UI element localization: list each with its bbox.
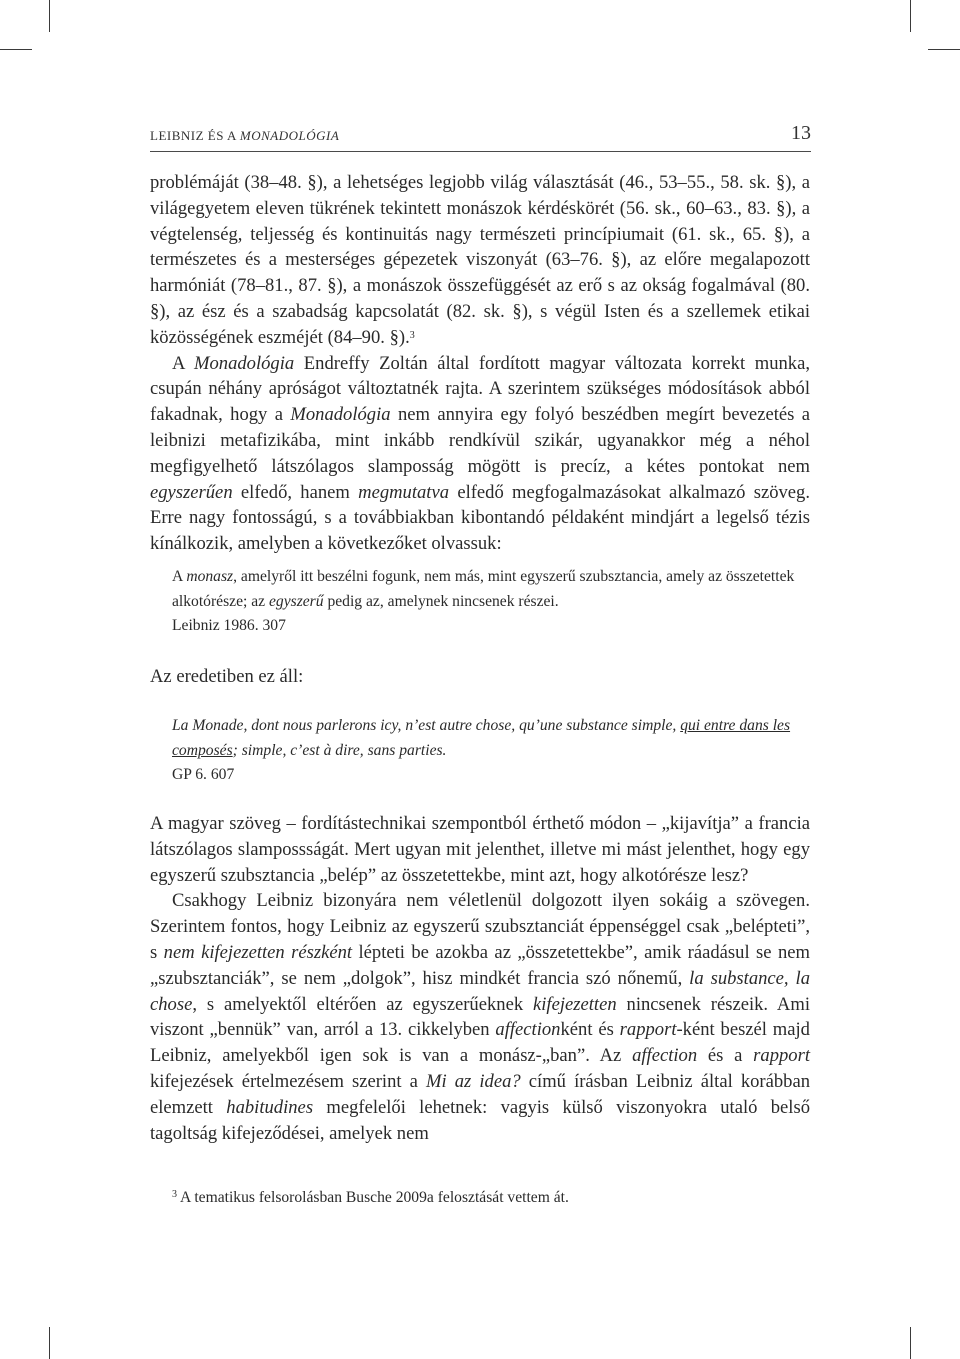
text-run: -ként beszél majd Leibniz, amelyekből igen sok is van a monász-„ban”. Az	[150, 1019, 810, 1067]
crop-mark	[0, 49, 32, 50]
body-text-bottom	[150, 811, 810, 1146]
header-rule	[150, 151, 811, 152]
quote-source: GP 6. 607	[172, 766, 235, 783]
underlined-run: qui entre dans les composés	[172, 717, 791, 759]
text-run: lépteti be azokba az „összetettekbe”, amik ráadásul se nem „szubsztanciák”, se nem „dolgok”, hisz mindkét francia szó nőnemű,	[150, 941, 810, 989]
italic-run: nem kifejezetten részként	[163, 941, 353, 963]
paragraph	[150, 170, 810, 351]
body-text-top	[150, 170, 810, 557]
italic-run: Monadológia	[194, 352, 295, 374]
italic-run: Monadológia	[290, 404, 391, 426]
text-run: Endreffy Zoltán által fordított magyar változata korrekt munka, csupán néhány apróságot változtatnék rajta. A szerintem szükséges módosítások abból fakadnak, hogy a	[150, 352, 810, 426]
running-title-prefix: LEIBNIZ ÉS A	[150, 128, 240, 143]
crop-mark	[49, 1327, 50, 1359]
crop-mark	[910, 0, 911, 32]
text-run: nincsenek részeik. Ami viszont „bennük” van, arról a 13. cikkelyben	[150, 993, 810, 1041]
body-text-short	[150, 664, 810, 690]
text-run: című írásban Leibniz által korábban elemzett	[150, 1070, 811, 1118]
text-run: és a	[697, 1045, 754, 1067]
italic-run: ; simple, c’est à dire, sans parties.	[232, 741, 447, 759]
text-run: elfedő megfogalmazásokat alkalmazó szöveg. Erre nagy fontosságú, s a továbbiakban kibontandó példaként mindjárt a legelső tézis kínálkozik, amelyben a következőket olvassuk:	[150, 481, 810, 555]
text-run: kifejezések értelmezésem szerint a	[150, 1070, 427, 1092]
italic-run: rapport	[619, 1019, 677, 1041]
text-run: megfelelői lehetnek: vagyis külső viszonyokra utaló belső tagoltság kifejeződései, amelyek nem	[150, 1096, 810, 1144]
footnote-text: A tematikus felsorolásban Busche 2009a felosztását vettem át.	[177, 1189, 569, 1206]
italic-run: La Monade, dont nous parlerons icy, n’est autre chose, qu’une substance simple,	[172, 717, 681, 734]
page-number: 13	[791, 122, 811, 144]
italic-run: kifejezetten	[533, 993, 617, 1015]
italic-run: egyszerű	[268, 592, 324, 610]
quote-text	[172, 565, 812, 614]
italic-run: Mi az idea?	[426, 1070, 521, 1092]
paragraph	[150, 888, 810, 1146]
paragraph: Az eredetiben ez áll:	[150, 666, 304, 687]
text-run: , amelyről itt beszélni fogunk, nem más, mint egyszerű szubsztancia, amely az összetettek alkotórésze; az	[172, 568, 795, 610]
italic-run: egyszerűen	[150, 481, 233, 503]
italic-run: affection	[495, 1019, 561, 1041]
text-run: nem annyira egy folyó beszédben megírt bevezetés a leibnizi metafizikába, mint inkább rendkívül szikár, ugyanakkor még a néhol megfigyelhető látszólagos slamposság mögött is precíz, a kétes pontokat nem	[150, 404, 810, 477]
paragraph	[150, 351, 810, 557]
block-quote	[172, 565, 812, 639]
crop-mark	[928, 49, 960, 50]
running-title	[150, 128, 339, 144]
text-run: Csakhogy Leibniz bizonyára nem véletlenül dolgozott ilyen sokáig a szövegen. Szerintem fontos, hogy Leibniz az egyszerű szubsztanciát éppenséggel csak „belépteti”, s	[150, 890, 810, 963]
italic-run: monasz	[186, 568, 234, 585]
running-header	[150, 122, 811, 152]
quote-text	[172, 714, 812, 763]
crop-mark	[910, 1327, 911, 1359]
italic-run: affection	[632, 1045, 698, 1067]
italic-run: habitudines	[226, 1096, 314, 1118]
paragraph: A magyar szöveg – fordítástechnikai szempontból érthető módon – „kijavítja” a francia látszólagos slampossságát. Mert ugyan mit jelenthet, illetve mi mást jelenthet, hogy egy egyszerű szubsztancia „belép” az összetettekbe, mint azt, hogy alkotórésze lesz?	[150, 813, 810, 886]
italic-run: la substance, la chose	[150, 967, 810, 1015]
paragraph-text: problémáját (38–48. §), a lehetséges legjobb világ választását (46., 53–55., 58. sk. §), a világegyetem eleven tükrének tekintett monászok kérdéskörét (56. sk., 60–63., 83. §), a végtelenség, teljesség és kontinuitás nagy természeti princípiumait (61. sk., 65. §), a természetes és a mesterséges gépezetek viszonyát (63–76. §), az előre megalapozott harmóniát (78–81., 87. §), a monászok összefüggését az erő s az okság fogalmával (80. §), az ész és a szabadság kapcsolatát (82. sk. §), s végül Isten és a szellemek etikai közösségének eszméjét (84–90. §).	[150, 172, 810, 348]
text-run: , s amelyektől eltérően az egyszerűeknek	[192, 993, 534, 1015]
italic-run: megmutatva	[358, 481, 450, 503]
crop-mark	[49, 0, 50, 32]
running-title-work: MONADOLÓGIA	[239, 128, 340, 143]
footnote-ref[interactable]: 3	[409, 329, 415, 341]
footnote-marker: 3	[172, 1189, 177, 1200]
text-run: elfedő, hanem	[232, 481, 359, 503]
text-run: pedig az, amelynek nincsenek részei.	[323, 592, 559, 610]
text-run: A	[172, 568, 187, 585]
italic-run: rapport	[753, 1045, 810, 1067]
text-run: A	[172, 352, 194, 374]
quote-source: Leibniz 1986. 307	[172, 617, 286, 634]
block-quote-original	[172, 714, 812, 788]
footnote	[172, 1186, 812, 1210]
text-run: ként és	[560, 1019, 620, 1041]
